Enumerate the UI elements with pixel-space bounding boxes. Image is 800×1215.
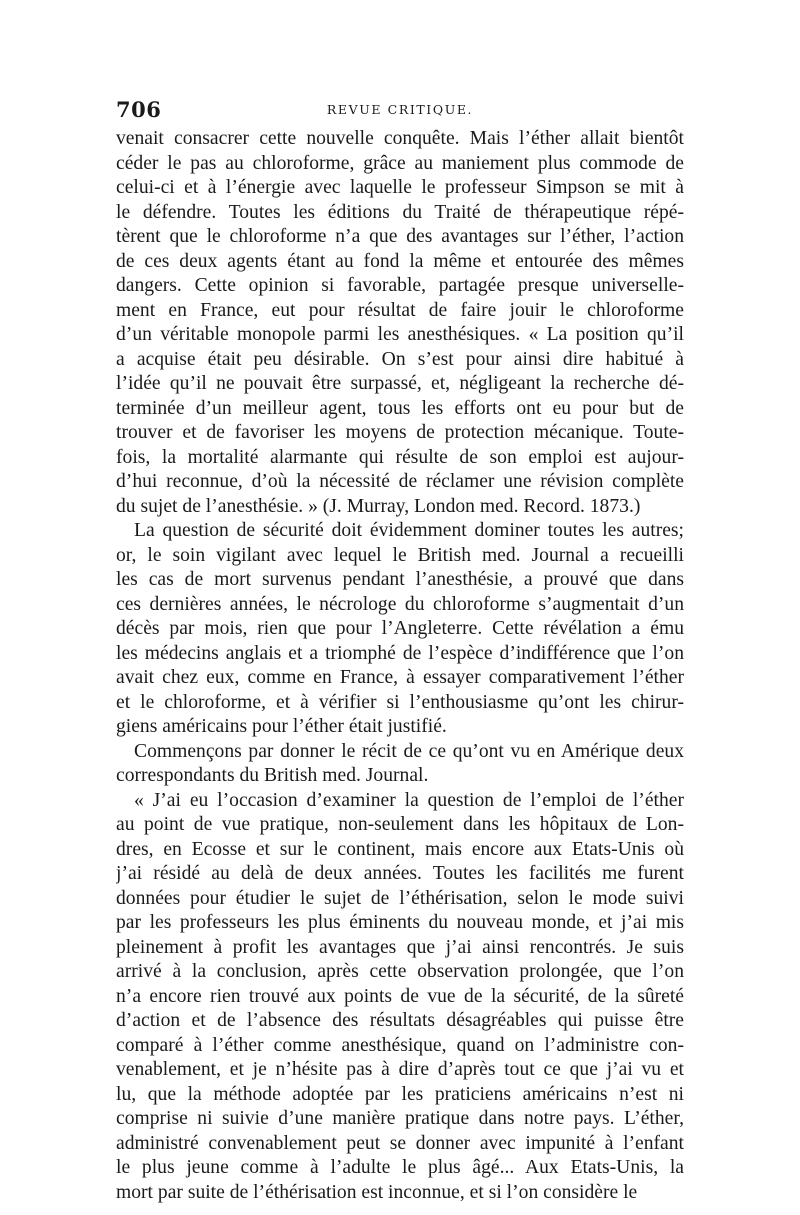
text-line: lu, que la méthode adoptée par les praticiens américains n’est ni	[116, 1083, 684, 1105]
text-line: trouver et de favoriser les moyens de protection mécanique. Toute-	[116, 422, 684, 443]
text-line: a acquise était peu désirable. On s’est pour ainsi dire habitué à	[116, 348, 684, 370]
text-line: administré convenablement peut se donner avec impunité à l’enfant	[116, 1132, 684, 1154]
text-line: j’ai résidé au delà de deux années. Toutes les facilités me furent	[116, 863, 684, 884]
page-header	[116, 97, 684, 127]
text-line: correspondants du British med. Journal.	[116, 765, 429, 786]
paragraph	[116, 789, 684, 1206]
text-line: d’hui reconnue, d’où la nécessité de réclamer une révision complète	[116, 471, 684, 492]
page-number: 706	[116, 97, 162, 122]
text-line: et le chloroforme, et à vérifier si l’enthousiasme qu’ont les chirur-	[116, 691, 684, 713]
text-line: avait chez eux, comme en France, à essayer comparativement l’éther	[116, 667, 684, 688]
text-line: dres, en Ecosse et sur le continent, mais encore aux Etats-Unis où	[116, 838, 684, 860]
text-line: ces dernières années, le nécrologe du chloroforme s’augmentait d’un	[116, 593, 684, 615]
text-line: La question de sécurité doit évidemment dominer toutes les autres;	[134, 520, 684, 541]
text-line: données pour étudier le sujet de l’éthérisation, selon le mode suivi	[116, 887, 684, 909]
text-line: par les professeurs les plus éminents du nouveau monde, et j’ai mis	[116, 912, 684, 933]
text-line: au point de vue pratique, non-seulement dans les hôpitaux de Lon-	[116, 814, 684, 835]
text-line: d’un véritable monopole parmi les anesthésiques. « La position qu’il	[116, 324, 684, 345]
text-line: venablement, et je n’hésite pas à dire d’après tout ce que j’ai vu et	[116, 1059, 684, 1080]
book-page	[116, 97, 684, 1205]
text-line: fois, la mortalité alarmante qui résulte de son emploi est aujour-	[116, 446, 684, 468]
text-line: terminée d’un meilleur agent, tous les efforts ont eu pour but de	[116, 397, 684, 419]
text-line: le plus jeune comme à l’adulte le plus âgé... Aux Etats-Unis, la	[116, 1157, 684, 1178]
text-line: l’idée qu’il ne pouvait être surpassé, et, négligeant la recherche dé-	[116, 373, 684, 394]
text-line: or, le soin vigilant avec lequel le British med. Journal a recueilli	[116, 544, 684, 566]
running-head: REVUE CRITIQUE.	[326, 102, 474, 117]
text-line: de ces deux agents étant au fond la même et entourée des mêmes	[116, 250, 684, 272]
body-text	[116, 127, 684, 1205]
text-line: d’action et de l’absence des résultats désagréables qui puisse être	[116, 1010, 684, 1031]
text-line: le défendre. Toutes les éditions du Traité de thérapeutique répé-	[116, 201, 684, 223]
text-line: les médecins anglais et a triomphé de l’espèce d’indifférence que l’on	[116, 642, 684, 664]
text-line: celui-ci et à l’énergie avec laquelle le professeur Simpson se mit à	[116, 177, 684, 198]
text-line: pleinement à profit les avantages que j’ai ainsi rencontrés. Je suis	[116, 936, 684, 958]
text-line: n’a encore rien trouvé aux points de vue de la sécurité, de la sûreté	[116, 985, 684, 1007]
text-line: « J’ai eu l’occasion d’examiner la question de l’emploi de l’éther	[134, 789, 684, 811]
text-line: giens américains pour l’éther était justifié.	[116, 716, 447, 737]
text-line: arrivé à la conclusion, après cette observation prolongée, que l’on	[116, 961, 684, 982]
text-line: Commençons par donner le récit de ce qu’ont vu en Amérique deux	[134, 740, 684, 762]
text-line: mort par suite de l’éthérisation est inconnue, et si l’on considère le	[116, 1181, 638, 1203]
paragraph	[116, 519, 684, 740]
text-line: ment en France, eut pour résultat de faire jouir le chloroforme	[116, 299, 684, 321]
text-line: comprise ni suivie d’une manière pratique dans notre pays. L’éther,	[116, 1108, 684, 1129]
text-line: les cas de mort survenus pendant l’anesthésie, a prouvé que dans	[116, 569, 684, 590]
paragraph	[116, 740, 684, 789]
text-line: du sujet de l’anesthésie. » (J. Murray, London med. Record. 1873.)	[116, 495, 641, 517]
text-line: tèrent que le chloroforme n’a que des avantages sur l’éther, l’action	[116, 226, 684, 247]
text-line: venait consacrer cette nouvelle conquête. Mais l’éther allait bientôt	[116, 128, 684, 149]
paragraph	[116, 127, 684, 519]
text-line: décès par mois, rien que pour l’Angleterre. Cette révélation a ému	[116, 618, 684, 639]
text-line: céder le pas au chloroforme, grâce au maniement plus commode de	[116, 152, 684, 174]
text-line: comparé à l’éther comme anesthésique, quand on l’administre con-	[116, 1034, 684, 1056]
text-line: dangers. Cette opinion si favorable, partagée presque universelle-	[116, 275, 684, 296]
